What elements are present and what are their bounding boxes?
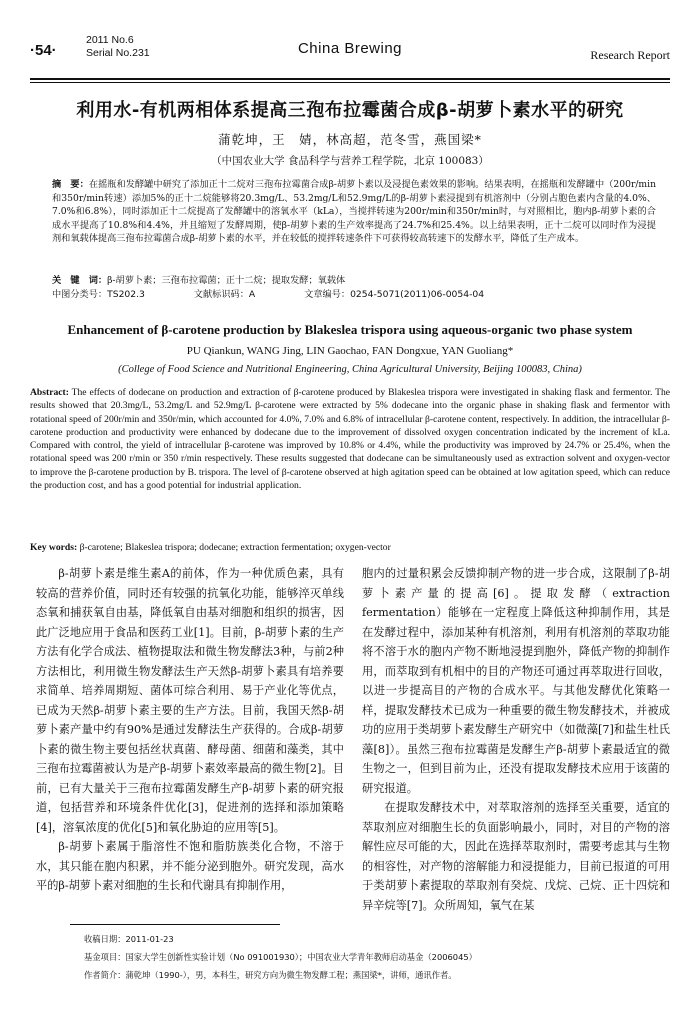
keywords-label-chinese: 关 键 词： bbox=[52, 275, 108, 286]
keywords-text-chinese: β-胡萝卜素；三孢布拉霉菌；正十二烷；提取发酵；氧载体 bbox=[107, 275, 346, 286]
footnote-rule bbox=[70, 924, 280, 925]
title-english: Enhancement of β-carotene production by Blakeslea trispora using aqueous-organic two phase system bbox=[67, 322, 633, 337]
title-chinese: 利用水-有机两相体系提高三孢布拉霉菌合成β-胡萝卜素水平的研究 bbox=[76, 100, 624, 121]
header-rule-thick bbox=[30, 78, 670, 80]
page-header bbox=[30, 34, 670, 66]
fund-info: 基金项目：国家大学生创新性实验计划（No 091001930）；中国农业大学青年教师启动基金（2006045） bbox=[84, 952, 477, 962]
abstract-text-chinese: 在摇瓶和发酵罐中研究了添加正十二烷对三孢布拉霉菌合成β-胡萝卜素以及浸提色素效果的影响。结果表明，在摇瓶和发酵罐中（200r/min和350r/min转速）添加5%的正十二烷能够将20.3mg/L、53.2mg/L和52.9mg/L的β-胡萝卜素浸提到有机溶剂中（分别占胞色素内含量的4.0%、7.0%和6.8%），同时添加正十二烷提高了发酵罐中的溶氧水平（kLa），当搅拌转速为200r/min和350r/min时，与对照相比，胞内β-胡萝卜素的合成水平提高了10.8%和4.4%，并且缩短了发酵周期，使β-胡萝卜素的生产效率提高了24.7%和25.4%。以上结果表明，正十二烷可以同时作为浸提剂和氧载体提高三孢布拉霉菌合成β-胡萝卜素的水平，并在较低的搅拌转速条件下可获得较高转速下的发酵水平，降低了生产成本。 bbox=[52, 179, 656, 245]
body-column-left bbox=[36, 564, 344, 896]
authors-chinese: 蒲乾坤，王 婧，林高超，范冬雪，燕国梁* bbox=[218, 132, 482, 147]
keywords-text-english: β-carotene; Blakeslea trispora; dodecane; extraction fermentation; oxygen-vector bbox=[79, 542, 391, 553]
affiliation-english: (College of Food Science and Nutritional Engineering, China Agricultural University, Beijing 100083, China) bbox=[118, 364, 582, 375]
body-paragraph: β-胡萝卜素是维生素A的前体，作为一种优质色素，具有较高的营养价值，同时还有较强的抗氧化功能，能够淬灭单线态氧和捕获氧自由基，降低氧自由基对细胞和组织的损害，因此广泛地应用于食品和医药工业[1]。目前，β-胡萝卜素的生产方法有化学合成法、植物提取法和微生物发酵法3种，与前2种方法相比，利用微生物发酵法生产天然β-胡萝卜素具有培养要求简单、培养周期短、菌体可综合利用、易于产业化等优点，已成为天然β-胡萝卜素主要的生产方法。目前，我国天然β-胡萝卜素产量中约有90%是通过发酵法生产获得的。合成β-胡萝卜素的微生物主要包括丝状真菌、酵母菌、细菌和藻类，其中三孢布拉霉菌被认为是产β-胡萝卜素效率最高的微生物[2]。目前，已有大量关于三孢布拉霉菌发酵生产β-胡萝卜素的研究报道，包括营养和环境条件优化[3]，促进剂的选择和添加策略[4]，溶氧浓度的优化[5]和氧化胁迫的应用等[5]。 bbox=[36, 567, 344, 834]
body-paragraph: 在提取发酵技术中，对萃取溶剂的选择至关重要，适宜的萃取剂应对细胞生长的负面影响最小，同时，对目的产物的溶解性应尽可能的大，因此在选择萃取剂时，需要考虑其与生物的相容性，对产物的溶解能力和浸提能力，目前已报道的可用于类胡萝卜素提取的萃取剂有癸烷、戊烷、己烷、正十四烷和异辛烷等[7]。众所周知，氧气在某 bbox=[362, 801, 670, 912]
abstract-label-chinese: 摘 要： bbox=[52, 179, 89, 190]
page-number: ·54· bbox=[30, 42, 57, 59]
header-rule-thin bbox=[30, 82, 670, 83]
footnotes bbox=[84, 930, 664, 984]
serial-number: Serial No.231 bbox=[86, 47, 150, 59]
body-column-right bbox=[362, 564, 670, 915]
keywords-chinese bbox=[52, 274, 656, 288]
article-number: 文章编号：0254-5071(2011)06-0054-04 bbox=[304, 289, 485, 300]
keywords-english bbox=[30, 541, 670, 554]
received-date: 收稿日期：2011-01-23 bbox=[84, 934, 174, 944]
abstract-english bbox=[30, 386, 670, 492]
body-paragraph: β-胡萝卜素属于脂溶性不饱和脂肪族类化合物，不溶于水，其只能在胞内积累，并不能分泌到胞外。研究发现，高水平的β-胡萝卜素对细胞的生长和代谢具有抑制作用， bbox=[36, 840, 344, 892]
authors-english: PU Qiankun, WANG Jing, LIN Gaochao, FAN Dongxue, YAN Guoliang* bbox=[186, 345, 514, 357]
affiliation-chinese: （中国农业大学 食品科学与营养工程学院，北京 100083） bbox=[211, 155, 489, 167]
abstract-text-english: The effects of dodecane on production and extraction of β-carotene produced by Blakeslea trispora were investigated in shaking flask and fermentor. The results showed that 20.3mg/L, 53.2mg/L and 52.9mg/L β-carotene were extracted by 5% dodecane into the organic phase in shaking flask and fermentor with rotational speed of 200r/min and 350r/min, which accounted for 4.0%, 7.0% and 6.8% of intracellular β-carotene content, respectively. In addition, the intracellular β-carotene production and productivity were enhanced by dodecane due to the improvement of dissolved oxygen concentration indicated by the increment of kLa. Compared with control, the yield of intracellular β-carotene was improved by 10.8% or 4.4%, while the productivity was improved by 24.7% or 25.4%, when the rotational speed was 200 r/min or 350 r/min respectively. These results suggested that dodecane can be simultaneously used as extraction solvent and oxygen-vector to improve the β-carotene production by B. trispora. The level of β-carotene observed at high agitation speed can be obtained at low agitation speed, which can reduce the production cost, and has a good potential for industrial application. bbox=[30, 387, 670, 492]
clc-number: 中图分类号：TS202.3 bbox=[52, 289, 145, 300]
author-bio: 作者简介：蒲乾坤（1990-），男，本科生，研究方向为微生物发酵工程；燕国梁*，讲师，通讯作者。 bbox=[84, 970, 457, 980]
section-name: Research Report bbox=[590, 48, 670, 62]
keywords-label-english: Key words: bbox=[30, 542, 78, 553]
abstract-chinese bbox=[52, 178, 656, 246]
classification-line bbox=[52, 288, 656, 302]
abstract-label-english: Abstract: bbox=[30, 387, 69, 398]
year-issue: 2011 No.6 bbox=[86, 34, 134, 46]
journal-name: China Brewing bbox=[297, 40, 403, 57]
document-code: 文献标识码：A bbox=[193, 289, 256, 300]
body-paragraph: 胞内的过量积累会反馈抑制产物的进一步合成，这限制了β-胡萝卜素产量的提高[6]。提取发酵（extraction fermentation）能够在一定程度上降低这种抑制作用，其是在发酵过程中，添加某种有机溶剂，利用有机溶剂的萃取功能将不溶于水的胞内产物不断地浸提到胞外，降低产物的抑制作用，而萃取到有机相中的目的产物还可通过再萃取进行回收，以进一步提高目的产物的合成水平。与其他发酵优化策略一样，提取发酵技术已成为一种重要的微生物发酵技术，并被成功的应用于类胡萝卜素发酵生产研究中（如微藻[7]和盐生杜氏藻[8]）。虽然三孢布拉霉菌是发酵生产β-胡萝卜素最适宜的微生物之一，但到目前为止，还没有提取发酵技术应用于该菌的研究报道。 bbox=[362, 567, 670, 795]
